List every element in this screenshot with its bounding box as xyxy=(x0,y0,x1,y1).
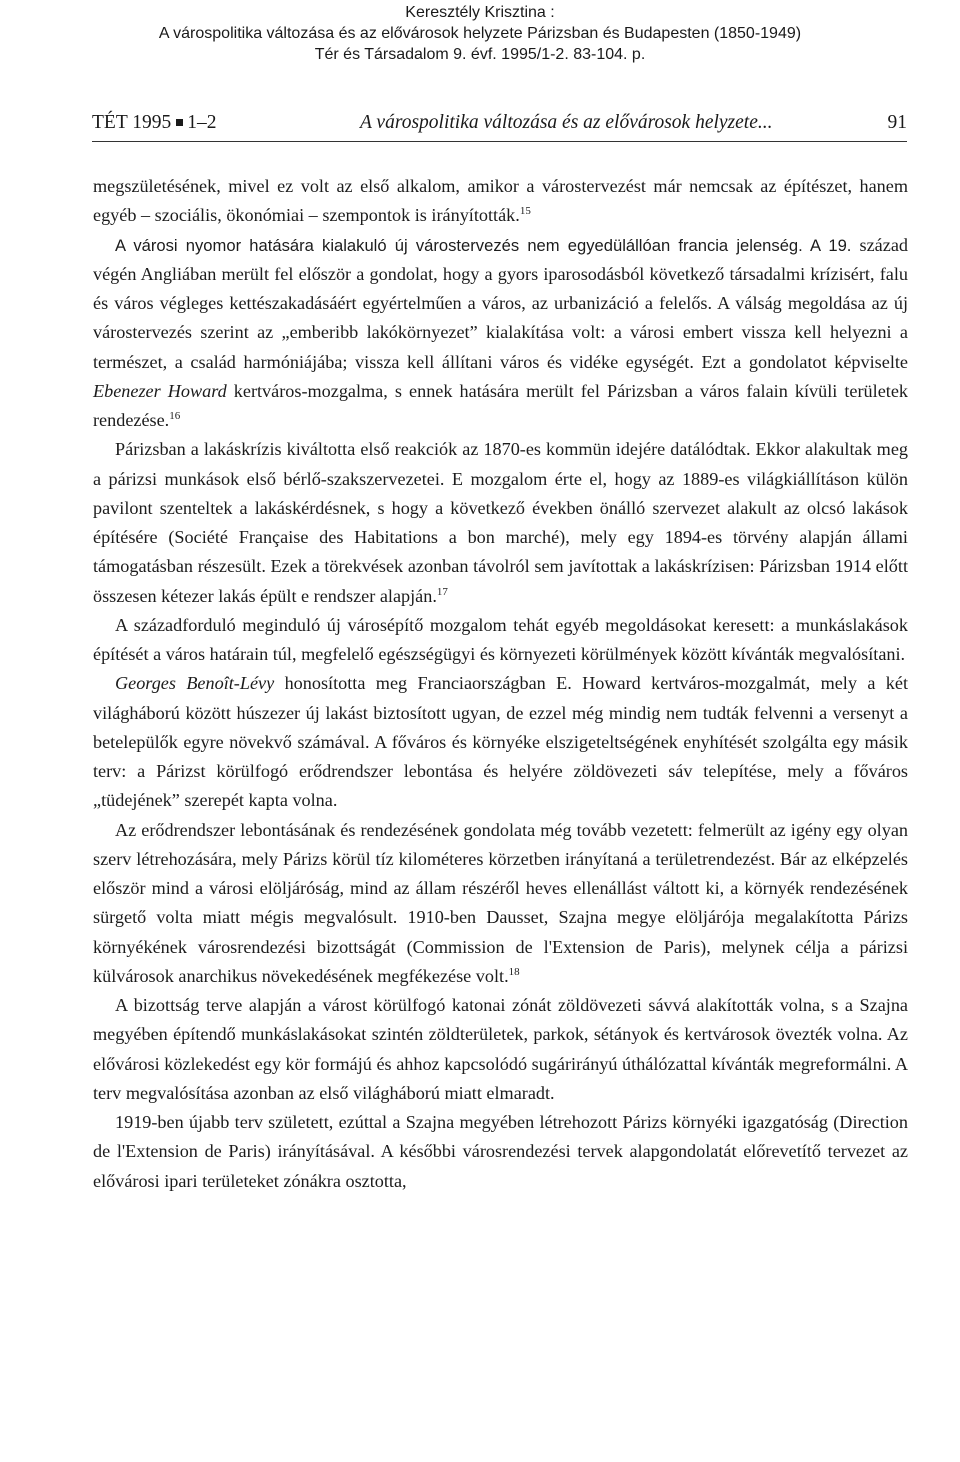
footnote-ref: 16 xyxy=(169,410,181,422)
bullet-icon xyxy=(176,119,183,126)
paragraph: megszületésének, mivel ez volt az első alkalom, amikor a várostervezést már nemcsak az építészet, hanem egyéb – szociális, ökonómiai – szempontok is irányították.$^{15}$ xyxy=(93,176,908,226)
paragraph: A városi nyomor hatására kialakuló új várostervezés nem egyedülállóan francia jelenség. A 19. század végén Angliában merült fel először a gondolat, hogy a gyors iparosodásból következő társadalmi krízisért, falu és város végleges kettészakadásáért egyértelműen a város, az urbanizáció a felelős. A válság megoldása az új várostervezés szerint az „emberibb lakókörnyezet” kialakítása volt: a városi embert vissza kell helyezni a természet, a család harmóniájába; vissza kell állítani város és vidéke egységét. Ezt a gondolatot képviselte Ebenezer Howard kertváros-mozgalma, s ennek hatására merült fel Párizsban a város falain kívüli területek rendezése.$^{16}$ xyxy=(93,234,908,430)
header-rule xyxy=(92,141,907,142)
page-number: 91 xyxy=(887,112,907,133)
journal-name: TÉT 1995 xyxy=(92,112,172,133)
footnote-ref: 17 xyxy=(436,585,448,598)
footnote-ref: 18 xyxy=(508,965,520,978)
journal-issue xyxy=(92,112,217,134)
paragraph: A századforduló meginduló új városépítő mozgalom tehát egyéb megoldásokat keresett: a munkáslakások építését a város határain túl, megfelelő egészségügyi és környezeti körülmények között kívánták megvalósítani. xyxy=(93,614,908,664)
running-head xyxy=(92,112,907,142)
paragraph: A bizottság terve alapján a várost körülfogó katonai zónát zöldövezeti sávvá alakították volna, s a Szajna megyében építendő munkáslakásokat szintén zöldterületek, parkok, sétányok és kertvárosok övezték volna. Az elővárosi közlekedést egy kör formájú és ahhoz kapcsolódó sugárirányú úthálózattal kívánták megreformálni. A terv megvalósítása azonban az első világháború miatt elmaradt. xyxy=(93,995,908,1103)
footnote-ref: 15 xyxy=(519,205,531,218)
paragraph: 1919-ben újabb terv született, ezúttal a Szajna megyében létrehozott Párizs környéki igazgatóság (Direction de l'Extension de Paris) irányításával. A későbbi városrendezési tervek alapgondolatát előrevetítő tervezet az elővárosi ipari területeket zónákra osztotta, xyxy=(93,1112,908,1191)
paragraph: Georges Benoît-Lévy honosította meg Franciaországban E. Howard kertváros-mozgalmát, mely a két világháború között húszezer új lakást biztosított ugyan, de ezzel még mindig nem tudták felvenni a versenyt a betelepülők egyre növekvő számával. A főváros és környéke elszigeteltségének enyhítését szolgálta egy másik terv: a Párizst körülfogó erődrendszer lebontása és helyére zöldövezeti sáv telepítése, mely a főváros „tüdejének” szerepét kapta volna. xyxy=(93,673,909,811)
issue-number: 1–2 xyxy=(187,112,217,133)
article-body xyxy=(93,172,908,1196)
citation-author: Keresztély Krisztina : xyxy=(405,4,555,21)
person-name: Ebenezer Howard xyxy=(93,380,227,401)
citation-source: Tér és Társadalom 9. évf. 1995/1-2. 83-104. p. xyxy=(314,46,646,63)
person-name: Georges Benoît-Lévy xyxy=(115,673,275,694)
citation-title: A várospolitika változása és az elővárosok helyzete Párizsban és Budapesten (1850-1949) xyxy=(158,25,802,42)
citation-header xyxy=(0,2,960,65)
paragraph: Az erődrendszer lebontásának és rendezésének gondolata még tovább vezetett: felmerült az igény egy olyan szerv létrehozására, mely Párizs körül tíz kilométeres körzetben irányítaná a területrendezést. Bár az elképzelés először mind a városi elöljáróság, mind az állam részéről heves ellenállást váltott ki, a környék rendezésének sürgető volta miatt mégis megvalósult. 1910-ben Dausset, Szajna megye elöljárója megalakította Párizs környékének városrendezési bizottságát (Commission de l'Extension de Paris), melynek célja a párizsi külvárosok anarchikus növekedésének megfékezése volt.$^{18}$ xyxy=(93,819,908,986)
running-title: A várospolitika változása és az elővárosok helyzete... xyxy=(360,112,773,133)
paragraph: Párizsban a lakáskrízis kiváltotta első reakciók az 1870-es kommün idejére datálódtak. Ekkor alakultak meg a párizsi munkások első bérlő-szakszervezetei. E mozgalom érte el, hogy az 1889-es világkiállításon külön pavilont szenteltek a lakáskérdésnek, s hogy a következő években önálló szervezet alakult az olcsó lakások építésére (Société Française des Habitations a bon marché), mely egy 1894-es törvény alapján állami támogatásban részesült. Ezek a törekvések azonban távolról sem javítottak a lakáskrízisen: Párizsban 1914 előtt összesen kétezer lakás épült e rendszer alapján.$^{17}$ xyxy=(93,439,908,606)
